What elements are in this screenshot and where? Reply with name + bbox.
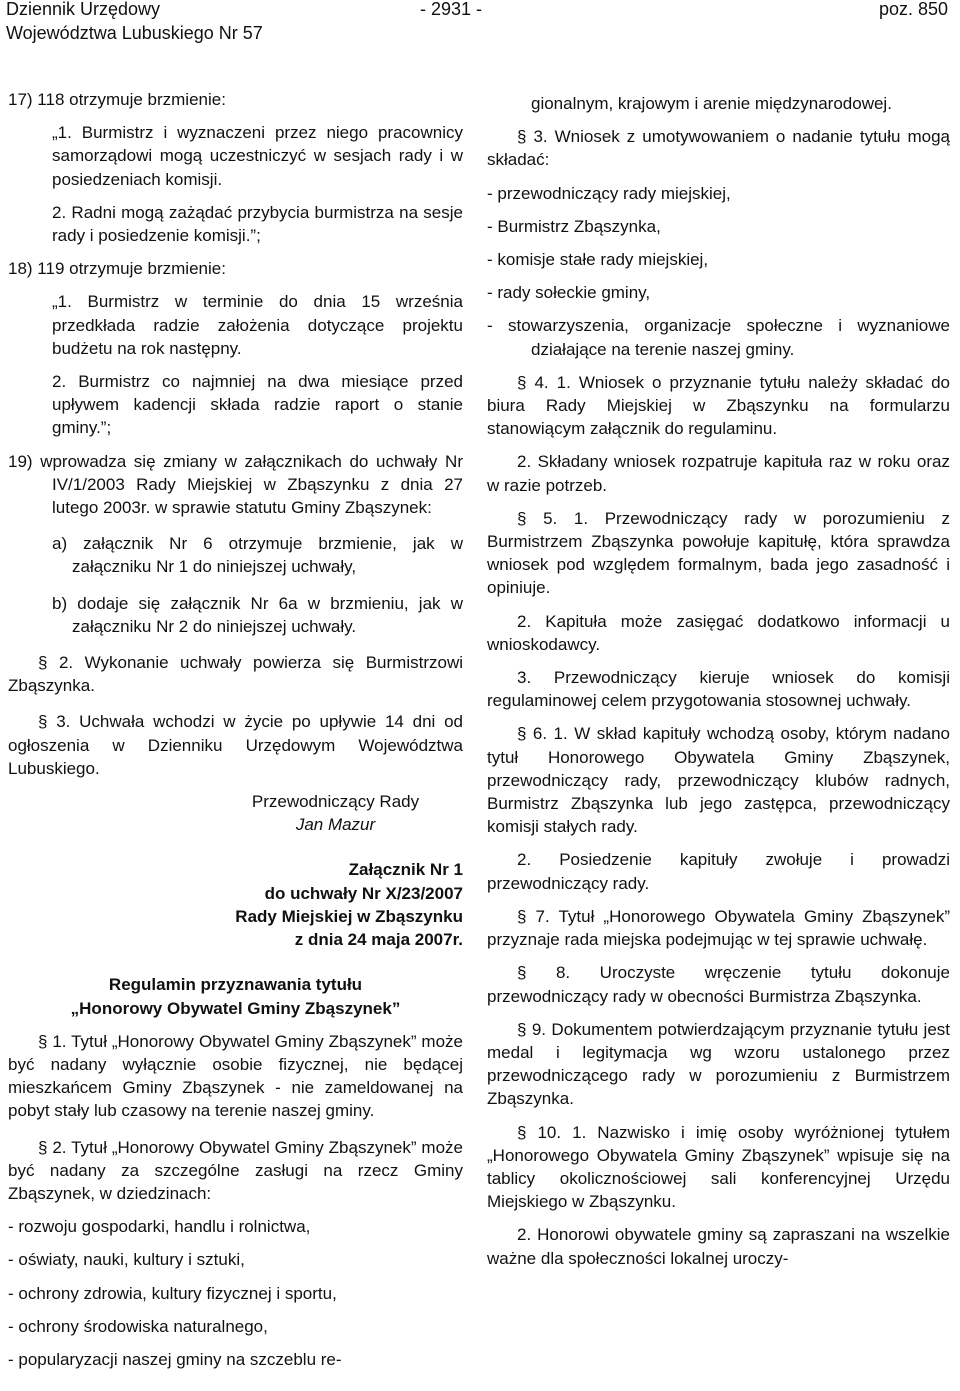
page-number: - 2931 - <box>420 0 483 19</box>
item-18-paragraph-1: „1. Burmistrz w terminie do dnia 15 września przedkłada radzie założenia dotyczące projektu budżetu na rok następny. <box>52 292 463 358</box>
item-17-paragraph-1: „1. Burmistrz i wyznaczeni przez niego pracownicy samorządowi mogą uczestniczyć w sesjach rady i w posiedzeniach komisji. <box>52 123 463 189</box>
chair-name: Jan Mazur <box>295 815 376 835</box>
annex-line-4: z dnia 24 maja 2007r. <box>294 930 463 950</box>
applicant-item-1: - przewodniczący rady miejskiej, <box>487 183 731 203</box>
regulation-section-5-3: 3. Przewodniczący kieruje wniosek do komisji regulaminowej celem przygotowania stosownej uchwały. <box>487 668 950 711</box>
annex-line-1: Załącznik Nr 1 <box>348 860 463 880</box>
regulation-section-8: § 8. Uroczyste wręczenie tytułu dokonuje przewodniczący rady w obecności Burmistrza Zbąszynka. <box>487 963 950 1006</box>
regulation-section-5-1: § 5. 1. Przewodniczący rady w porozumieniu z Burmistrzem Zbąszynka powołuje kapitułę, która sprawdza wniosek pod względem formalnym, bada jego zasadność i opiniuje. <box>487 508 950 598</box>
journal-title-line1: Dziennik Urzędowy <box>6 0 161 19</box>
item-19-a: a) załącznik Nr 6 otrzymuje brzmienie, jak w załączniku Nr 1 do niniejszej uchwały, <box>52 534 463 577</box>
regulation-section-2: § 2. Tytuł „Honorowy Obywatel Gminy Zbąszynek” może być nadany za szczególne zasługi na rzecz Gminy Zbąszynek, w dziedzinach: <box>8 1137 463 1203</box>
domain-item-5: - popularyzacji naszej gminy na szczeblu re- <box>8 1349 342 1369</box>
chair-title: Przewodniczący Rady <box>251 792 420 812</box>
regulation-title-2: „Honorowy Obywatel Gminy Zbąszynek” <box>70 998 401 1018</box>
left-column <box>8 88 463 1371</box>
regulation-section-7: § 7. Tytuł „Honorowego Obywatela Gminy Zbąszynek” przyznaje rada miejska podejmując w tej sprawie uchwałę. <box>487 906 950 950</box>
item-19-b: b) dodaje się załącznik Nr 6a w brzmieniu, jak w załączniku Nr 2 do niniejszej uchwały. <box>52 593 463 636</box>
applicant-item-5: - stowarzyszenia, organizacje społeczne i wyznaniowe działające na terenie naszej gminy. <box>487 316 950 359</box>
regulation-section-3: § 3. Wniosek z umotywowaniem o nadanie tytułu mogą składać: <box>487 127 950 170</box>
annex-line-3: Rady Miejskiej w Zbąszynku <box>235 906 463 926</box>
annex-line-2: do uchwały Nr X/23/2007 <box>264 883 463 903</box>
item-18-heading: 18) 119 otrzymuje brzmienie: <box>8 259 226 279</box>
regulation-section-4-2: 2. Składany wniosek rozpatruje kapituła raz w roku oraz w razie potrzeb. <box>487 452 950 495</box>
item-17-paragraph-2: 2. Radni mogą zażądać przybycia burmistrza na sesje rady i posiedzenie komisji.”; <box>52 202 463 246</box>
domain-item-5-continued: gionalnym, krajowym i arenie międzynarodowej. <box>531 94 892 113</box>
section-3: § 3. Uchwała wchodzi w życie po upływie 14 dni od ogłoszenia w Dzienniku Urzędowym Województwa Lubuskiego. <box>8 712 463 778</box>
position-number: poz. 850 <box>878 0 948 19</box>
regulation-section-10-2: 2. Honorowi obywatele gminy są zapraszani na wszelkie ważne dla społeczności lokalnej uroczy- <box>487 1225 950 1268</box>
page-header <box>0 0 960 50</box>
right-column <box>487 92 950 1270</box>
applicant-item-2: - Burmistrz Zbąszynka, <box>487 216 661 236</box>
journal-title-line2: Województwa Lubuskiego Nr 57 <box>6 23 263 43</box>
item-17-heading: 17) 118 otrzymuje brzmienie: <box>8 90 226 109</box>
section-2: § 2. Wykonanie uchwały powierza się Burmistrzowi Zbąszynka. <box>8 653 463 696</box>
regulation-section-5-2: 2. Kapituła może zasięgać dodatkowo informacji u wnioskodawcy. <box>487 611 950 654</box>
domain-item-2: - oświaty, nauki, kultury i sztuki, <box>8 1250 245 1270</box>
regulation-section-10-1: § 10. 1. Nazwisko i imię osoby wyróżnionej tytułem „Honorowego Obywatela Gminy Zbąszynek” wpisuje się na tablicy okolicznościowej sali konferencyjnej Urzędu Miejskiego w Zbąszynku. <box>487 1122 950 1212</box>
journal-title <box>6 0 263 45</box>
item-18-paragraph-2: 2. Burmistrz co najmniej na dwa miesiące przed upływem kadencji składa radzie raport o stanie gminy.”; <box>52 372 463 438</box>
domain-item-1: - rozwoju gospodarki, handlu i rolnictwa, <box>8 1217 311 1237</box>
applicant-item-4: - rady sołeckie gminy, <box>487 283 651 303</box>
regulation-section-6-2: 2. Posiedzenie kapituły zwołuje i prowadzi przewodniczący rady. <box>487 850 950 893</box>
applicant-item-3: - komisje stałe rady miejskiej, <box>487 250 709 270</box>
domain-item-3: - ochrony zdrowia, kultury fizycznej i sportu, <box>8 1283 337 1303</box>
regulation-title-1: Regulamin przyznawania tytułu <box>108 975 363 995</box>
domain-item-4: - ochrony środowiska naturalnego, <box>8 1316 268 1336</box>
regulation-section-1: § 1. Tytuł „Honorowy Obywatel Gminy Zbąszynek” może być nadany wyłącznie osobie fizycznej, nie będącej mieszkańcem Gminy Zbąszynek - nie zameldowanej na pobyt stały lub czasowy na terenie naszej gminy. <box>8 1031 463 1121</box>
regulation-section-6-1: § 6. 1. W skład kapituły wchodzą osoby, którym nadano tytuł Honorowego Obywatela Gminy Zbąszynek, przewodniczący rady, przewodniczący klubów radnych, Burmistrz Zbąszynka lub jego zastępca, przewodniczący komisji stałych rady. <box>487 724 950 837</box>
regulation-section-9: § 9. Dokumentem potwierdzającym przyznanie tytułu jest medal i legitymacja wg wzoru ustalonego przez przewodniczącego rady w porozumieniu z Burmistrzem Zbąszynka. <box>487 1019 950 1109</box>
regulation-section-4-1: § 4. 1. Wniosek o przyznanie tytułu należy składać do biura Rady Miejskiej w Zbąszynku na formularzu stanowiącym załącznik do regulaminu. <box>487 372 950 439</box>
item-19: 19) wprowadza się zmiany w załącznikach do uchwały Nr IV/1/2003 Rady Miejskiej w Zbąszynku z dnia 27 lutego 2003r. w sprawie statutu Gminy Zbąszynek: <box>8 451 463 518</box>
